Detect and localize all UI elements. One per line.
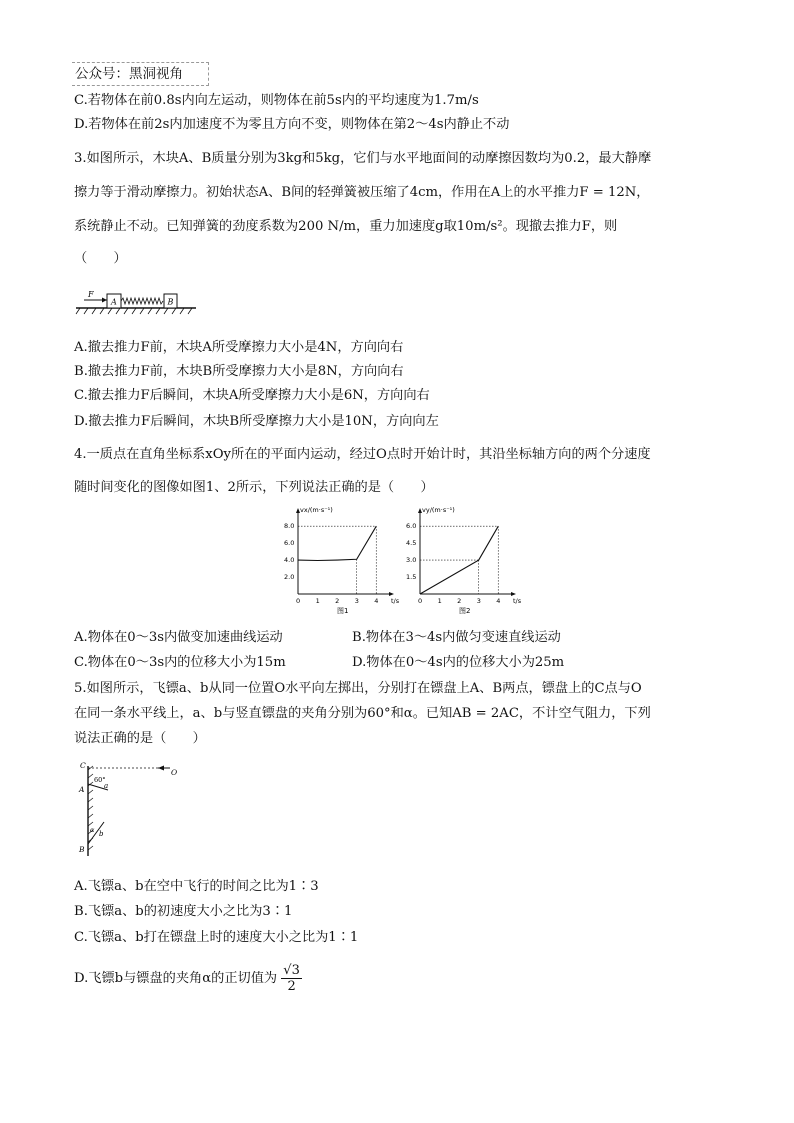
q3-stem-line1: 3.如图所示，木块A、B质量分别为3kg和5kg，它们与水平地面间的动摩擦因数均为0.2，最大静摩 <box>74 151 652 166</box>
block-b-label: B <box>167 297 174 307</box>
y-axis-label: vy/(m·s⁻¹) <box>422 506 455 514</box>
q3-stem-line3: 系统静止不动。已知弹簧的劲度系数为200 N/m，重力加速度g取10m/s²。现撤去推力F，则 <box>74 219 618 234</box>
q5-option-a: A.飞镖a、b在空中飞行的时间之比为1∶3 <box>74 879 319 894</box>
point-a-label: A <box>79 785 85 794</box>
angle-60-label: 60° <box>94 776 106 784</box>
q3-option-a: A.撤去推力F前，木块A所受摩擦力大小是4N，方向向右 <box>74 340 404 355</box>
q4-stem-line2: 随时间变化的图像如图1、2所示，下列说法正确的是（ ） <box>74 480 434 495</box>
q5-option-c: C.飞镖a、b打在镖盘上时的速度大小之比为1∶1 <box>74 930 359 945</box>
x-tick-label: 1 <box>437 597 442 605</box>
y-tick-label: 6.0 <box>284 539 295 548</box>
q5-stem-line1: 5.如图所示，飞镖a、b从同一位置O水平向左掷出，分别打在镖盘上A、B两点，镖盘上的C点与O <box>74 681 642 696</box>
fraction <box>281 963 302 994</box>
x-axis-arrow <box>389 592 394 596</box>
y-tick-label: 2.0 <box>284 573 295 582</box>
q3-spring-figure <box>74 288 198 318</box>
q4-option-c: C.物体在0～3s内的位移大小为15m <box>74 655 286 670</box>
x-tick-label: 0 <box>418 597 423 605</box>
x-tick-label: 4 <box>374 597 379 605</box>
fraction-numerator: √3 <box>283 963 300 978</box>
x-tick-label: 2 <box>457 597 462 605</box>
q5-stem-line3: 说法正确的是（ ） <box>74 731 206 746</box>
dart-a-label: a <box>104 782 109 790</box>
q4-option-a: A.物体在0～3s内做变加速曲线运动 <box>74 630 283 645</box>
x-tick-label: 4 <box>496 597 501 605</box>
x-tick-label: 1 <box>315 597 320 605</box>
y-tick-label: 4.0 <box>284 556 295 565</box>
q5-option-b: B.飞镖a、b的初速度大小之比为3∶1 <box>74 904 293 919</box>
force-label: F <box>88 290 94 299</box>
q3-answer-blank: （ ） <box>74 251 127 266</box>
y-tick-label: 4.5 <box>406 539 417 548</box>
q5-option-d-text: D.飞镖b与镖盘的夹角α的正切值为 <box>74 971 278 986</box>
point-b-label: B <box>79 845 85 854</box>
x-axis-label: t/s <box>513 597 522 605</box>
q3-option-c: C.撤去推力F后瞬间，木块A所受摩擦力大小是6N，方向向右 <box>74 388 430 403</box>
x-tick-label: 3 <box>476 597 481 605</box>
point-o-label: O <box>171 768 178 777</box>
block-a-label: A <box>111 297 117 307</box>
q3-option-b: B.撤去推力F前，木块B所受摩擦力大小是8N，方向向右 <box>74 364 404 379</box>
q3-option-d: D.撤去推力F后瞬间，木块B所受摩擦力大小是10N，方向向左 <box>74 414 439 429</box>
x-tick-label: 0 <box>296 597 301 605</box>
chart-figure-2 <box>398 504 524 616</box>
chart-figure-1 <box>276 504 402 616</box>
x-tick-label: 3 <box>354 597 359 605</box>
chart-caption: 图2 <box>459 607 471 615</box>
q5-dartboard-figure <box>78 760 190 860</box>
point-c-label: C <box>80 761 86 770</box>
dart-b-label: b <box>99 830 104 838</box>
prev-option-d: D.若物体在前2s内加速度不为零且方向不变，则物体在第2～4s内静止不动 <box>74 117 510 132</box>
prev-option-c: C.若物体在前0.8s内向左运动，则物体在前5s内的平均速度为1.7m/s <box>74 93 479 108</box>
y-tick-label: 1.5 <box>406 573 417 582</box>
spring <box>121 298 163 304</box>
header-label: 公众号：黑洞视角 <box>72 62 209 86</box>
y-axis-label: vx/(m·s⁻¹) <box>300 506 333 514</box>
alpha-label: α <box>90 826 95 834</box>
q3-stem-line2: 擦力等于滑动摩擦力。初始状态A、B间的轻弹簧被压缩了4cm，作用在A上的水平推力F = 12N， <box>74 185 650 200</box>
chart-caption: 图1 <box>337 607 349 615</box>
x-tick-label: 2 <box>335 597 340 605</box>
q5-stem-line2: 在同一条水平线上，a、b与竖直镖盘的夹角分别为60°和α。已知AB = 2AC，不计空气阻力，下列 <box>74 706 651 721</box>
q4-option-d: D.物体在0～4s内的位移大小为25m <box>352 655 565 670</box>
q5-option-d <box>74 962 302 996</box>
q4-stem-line1: 4.一质点在直角坐标系xOy所在的平面内运动，经过O点时开始计时，其沿坐标轴方向的两个分速度 <box>74 447 651 462</box>
q4-option-b: B.物体在3～4s内做匀变速直线运动 <box>352 630 561 645</box>
fraction-denominator: 2 <box>287 979 296 994</box>
x-axis-arrow <box>511 592 516 596</box>
y-tick-label: 6.0 <box>406 522 417 531</box>
y-tick-label: 3.0 <box>406 556 417 565</box>
y-tick-label: 8.0 <box>284 522 295 531</box>
series-line <box>298 526 376 560</box>
x-axis-label: t/s <box>391 597 400 605</box>
